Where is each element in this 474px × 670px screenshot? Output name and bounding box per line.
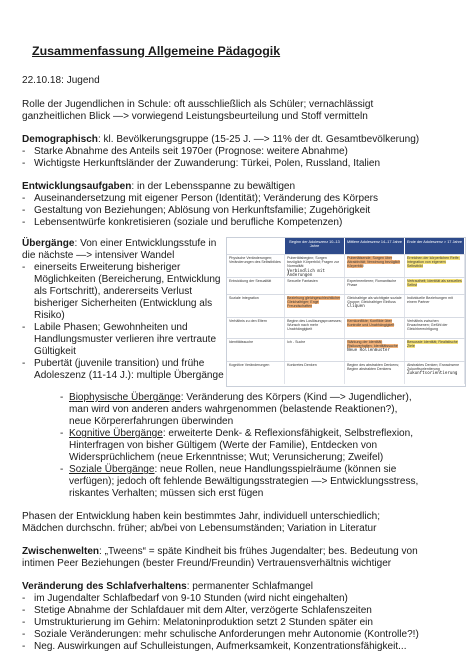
tasks-label: Entwicklungsaufgaben — [22, 181, 132, 192]
tasks-bullet: - Gestaltung von Beziehungen; Ablösung von Herkunftsfamilie; Zugehörigkeit — [22, 205, 371, 216]
tasks-text: : in der Lebensspanne zu bewältigen — [131, 181, 296, 192]
transitions-bullet: - Pubertät (juvenile transition) und frühe — [22, 358, 205, 369]
table-cell: Beziehung gleichgeschlechtlicher Gleichaltriger; Enge Freundschaften — [285, 295, 345, 317]
between-line-2: intimen Peer Beziehungen (bester Freund/Freundin) Vertrauensverhältnis wichtiger — [22, 558, 392, 569]
handwritten-note: Zukunftsorientierung — [407, 370, 458, 376]
transitions-bullet-cont: Gültigkeit — [34, 346, 76, 357]
between-label: Zwischenwelten — [22, 546, 100, 557]
table-row — [227, 338, 465, 361]
table-cell: Experimentieren; Romantische Phase — [345, 278, 405, 294]
table-row — [227, 317, 465, 338]
phases-line-1: Phasen der Entwicklung haben kein bestimmtes Jahr, individuell unterschiedlich; — [22, 511, 380, 522]
document-title: Zusammenfassung Allgemeine Pädagogik — [32, 44, 281, 58]
sub-transition-bio-cont: man wird von anderen anders wahrgenommen (belastende Reaktionen?), — [69, 404, 398, 415]
between-heading: Zwischenwelten: „Tweens“ = späte Kindheit bis frühes Jugendalter; bes. Bedeutung von — [22, 546, 418, 557]
transitions-line-2: die nächste —> intensiver Wandel — [22, 250, 175, 261]
tasks-bullet: - Lebensentwürfe konkretisieren (soziale und berufliche Kompetenzen) — [22, 217, 343, 228]
transitions-bullet-cont: bisheriger Sicherheiten (Entwicklung als — [34, 298, 213, 309]
handwritten-note: Cliquen — [347, 303, 365, 309]
table-cell: Physische Veränderungen; Veränderungen des Selbstbildes — [227, 255, 285, 277]
adolescence-table — [226, 237, 466, 387]
section-date: 22.10.18: Jugend — [22, 75, 100, 86]
transitions-bullet: - Labile Phasen; Gewohnheiten und — [22, 322, 188, 333]
sub-transition-cog-cont: Hinterfragen von bisher Gültigem (Werte der Familie), Entdecken von — [69, 440, 378, 451]
tasks-heading — [22, 181, 295, 193]
table-cell: Beginn des Loslösungsprozesses; Wunsch nach mehr Unabhängigkeit — [285, 318, 345, 338]
table-cell: Verhältnis zu den Eltern — [227, 318, 285, 338]
table-row — [227, 254, 465, 277]
table-cell: Konkretes Denken — [285, 362, 345, 384]
transitions-label: Übergänge — [22, 238, 75, 249]
table-row — [227, 294, 465, 317]
sleep-bullet: - im Jugendalter Schlafbedarf von 9-10 Stunden (wird nicht eingehalten) — [22, 593, 348, 604]
sub-transition-soc-cont: riskantes Verhalten; müssen sich erst fügen — [69, 488, 264, 499]
transitions-bullet-cont: als Fortschritt), andererseits Verlust — [34, 286, 193, 297]
handwritten-note: Verbindlich mit Änderungen — [287, 267, 325, 277]
intro-line-1: Rolle der Jugendlichen in Schule: oft ausschließlich als Schüler; vernachlässigt — [22, 99, 374, 110]
table-cell: Erreichen der körperlichen Reife; Integration von eigenem Selbstbild — [405, 255, 465, 277]
table-cell: Soziale Integration — [227, 295, 285, 317]
table-cell: Identitätssuche — [227, 339, 285, 361]
table-cell: Entwicklung der Sexualität — [227, 278, 285, 294]
table-cell: Individuelle Beziehungen mit einem Partner — [405, 295, 465, 317]
table-cell: Stärkung der Identität; Risikoverhalten; Identitätssuche Neue Rollenmuster — [345, 339, 405, 361]
sleep-label: Veränderung des Schlafverhaltens — [22, 581, 187, 592]
table-cell: Kognitive Veränderungen — [227, 362, 285, 384]
sleep-bullet: - Neg. Auswirkungen auf Schulleistungen, Aufmerksamkeit, Konzentrationsfähigkeit... — [22, 641, 407, 652]
demographic-heading — [22, 134, 419, 146]
table-cell: Verhältnis zwischen Erwachsenen; Gefühl der Gleichberechtigung — [405, 318, 465, 338]
transitions-bullet-cont: Handlungsmuster verlieren ihre vertraute — [34, 334, 217, 345]
transitions-bullet-cont: Möglichkeiten (Bereicherung, Entwicklung — [34, 274, 221, 285]
sub-transition-bio: - Biophysische Übergänge: Veränderung des Körpers (Kind —> Jugendlicher), — [60, 392, 412, 403]
table-cell: Vertrautheit; Identität als sexuelles Selbst — [405, 278, 465, 294]
table-cell: Kernkonflikte; Konflikte über Kontrolle und Unabhängigkeit — [345, 318, 405, 338]
sub-transition-bio-cont: neue Körpererfahrungen überwinden — [69, 416, 234, 427]
table-header — [227, 238, 465, 254]
table-header-cell — [227, 238, 285, 254]
table-row — [227, 361, 465, 384]
table-cell: Ich - Suche — [285, 339, 345, 361]
demographic-bullet: - Wichtigste Herkunftsländer der Zuwanderung: Türkei, Polen, Russland, Italien — [22, 158, 381, 169]
sleep-bullet: - Stetige Abnahme der Schlafdauer mit dem Alter, verzögerte Schlafenszeiten — [22, 605, 372, 616]
table-cell: Abstraktes Denken; Erwachsene Zukunftsorientierung Zukunftsorientierung — [405, 362, 465, 384]
tasks-bullet: - Auseinandersetzung mit eigener Person (Identität); Veränderung des Körpers — [22, 193, 379, 204]
sleep-bullet: - Soziale Veränderungen: mehr schulische Anforderungen mehr Autonomie (Kontrolle?!) — [22, 629, 419, 640]
table-cell: Pubertätsbeginn; Sorgen bezüglich Körperbild; Fragen zur Normalität Verbindlich mit Änderungen — [285, 255, 345, 277]
table-cell: Gleichaltrige als wichtigste soziale Gruppe; Gleichaltriger Einfluss Cliquen — [345, 295, 405, 317]
sub-transition-soc: - Soziale Übergänge: neue Rollen, neue Handlungsspielräume (können sie — [60, 464, 397, 475]
sub-transition-cog-cont: Widersprüchlichem (neue Erkenntnisse; Wut; Verunsicherung; Zweifel) — [69, 452, 384, 463]
table-cell: Pubertätsende; Sorgen über Attraktivität; Verwirrung bezüglich Körperbild — [345, 255, 405, 277]
table-cell: Bewusste Identität; Realistische Ziele — [405, 339, 465, 361]
demographic-label: Demographisch — [22, 134, 98, 145]
intro-line-2: ganzheitlichen Blick —> vorwiegend Leistungsbeurteilung und Stoff vermitteln — [22, 111, 368, 122]
table-cell: Beginn des abstrakten Denkens; Beginn abstrakten Denkens — [345, 362, 405, 384]
table-header-cell: Ende der Adoleszenz > 17 Jahre — [405, 238, 465, 254]
table-row — [227, 277, 465, 294]
phases-line-2: Mädchen durchschn. früher; ab/bei von Lebensumständen; Variation in Literatur — [22, 523, 377, 534]
table-cell: Sexuelle Fantasien — [285, 278, 345, 294]
sleep-heading: Veränderung des Schlafverhaltens: permanenter Schlafmangel — [22, 581, 313, 592]
transitions-bullet-cont: Adoleszenz (11-14 J.): multiple Übergänge — [34, 370, 224, 381]
transitions-heading: Übergänge: Von einer Entwicklungsstufe in — [22, 238, 217, 249]
sub-transition-soc-cont: verfügen); jedoch oft fehlende Bewältigungsstrategien —> Entwicklungsstress, — [69, 476, 419, 487]
sub-transition-cog: - Kognitive Übergänge: erweiterte Denk- & Reflexionsfähigkeit, Selbstreflexion, — [60, 428, 414, 439]
transitions-bullet: - einerseits Erweiterung bisheriger — [22, 262, 181, 273]
sleep-bullet: - Umstrukturierung im Gehirn: Melatoninproduktion setzt 2 Stunden später ein — [22, 617, 373, 628]
table-header-cell: Beginn der Adoleszenz 10–13 Jahre — [285, 238, 345, 254]
handwritten-note: Neue Rollenmuster — [347, 347, 390, 353]
demographic-text: : kl. Bevölkerungsgruppe (15-25 J. —> 11% der dt. Gesamtbevölkerung) — [97, 134, 420, 145]
transitions-bullet-cont: Risiko) — [34, 310, 65, 321]
table-header-cell: Mittlere Adoleszenz 14–17 Jahre — [345, 238, 405, 254]
demographic-bullet: - Starke Abnahme des Anteils seit 1970er (Prognose: weitere Abnahme) — [22, 146, 348, 157]
